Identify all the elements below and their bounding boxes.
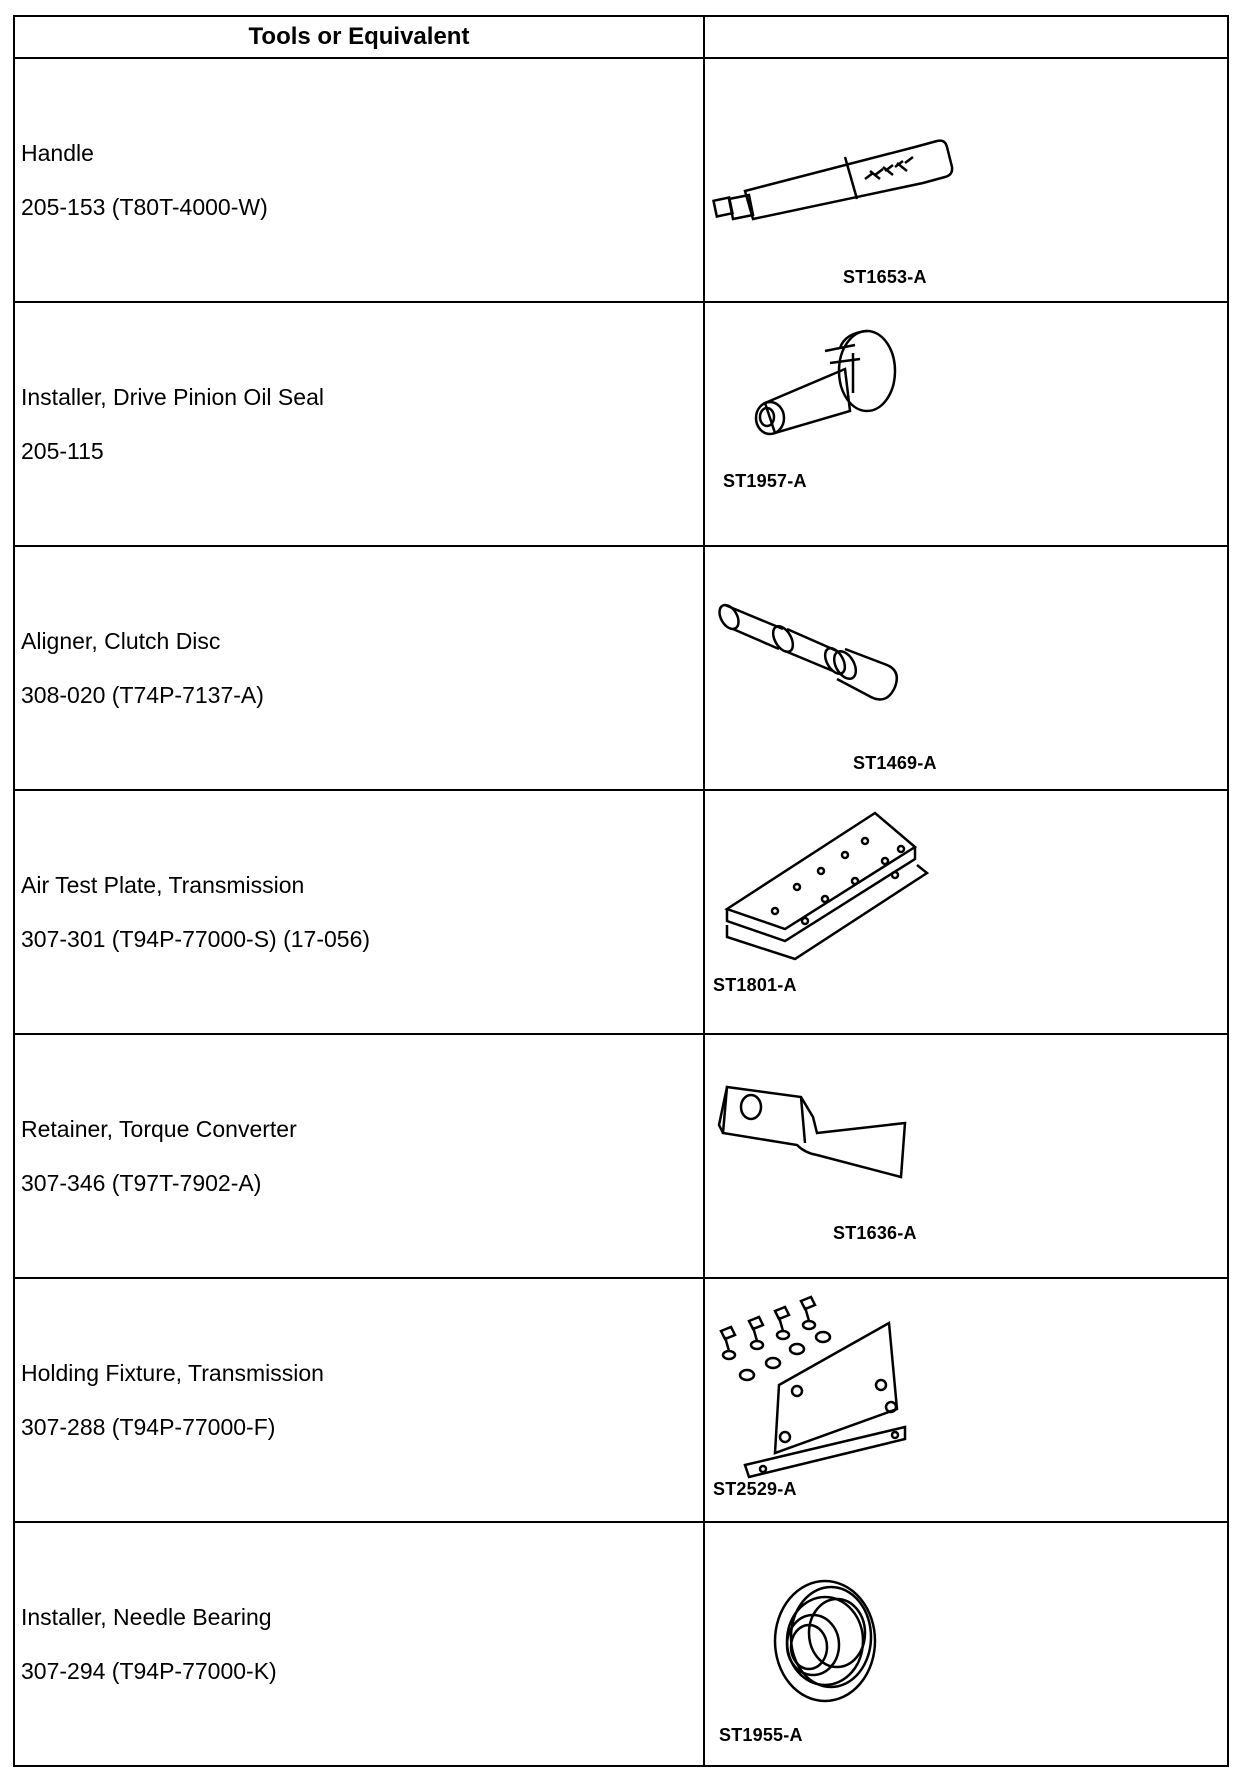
table-row [14,1278,1228,1522]
tool-name: Retainer, Torque Converter [21,1116,297,1142]
tool-illustration-cell [704,790,1228,1034]
tool-description-cell [14,790,704,1034]
tool-number: 205-115 [21,438,104,464]
table-row [14,1522,1228,1766]
table-row [14,790,1228,1034]
table-row [14,546,1228,790]
tool-illustration-cell [704,1034,1228,1278]
table-row [14,302,1228,546]
tool-illustration-cell [704,58,1228,302]
tool-description-cell [14,1278,704,1522]
tool-code: ST1955-A [719,1725,803,1745]
tool-illustration-cell [704,546,1228,790]
header-illustration [704,16,1228,58]
tool-number: 307-288 (T94P-77000-F) [21,1414,276,1440]
tool-description-cell [14,302,704,546]
tool-code: ST1957-A [723,471,807,491]
handle-tool-icon [705,59,1229,301]
tool-number: 307-294 (T94P-77000-K) [21,1658,277,1684]
tool-number: 308-020 (T74P-7137-A) [21,682,264,708]
tool-number: 307-346 (T97T-7902-A) [21,1170,262,1196]
table-row [14,58,1228,302]
tool-description-cell [14,1522,704,1766]
tool-code: ST1653-A [843,267,927,287]
tool-number: 307-301 (T94P-77000-S) (17-056) [21,926,371,952]
tool-illustration-cell [704,1522,1228,1766]
tool-illustration-cell [704,302,1228,546]
tool-code: ST1801-A [713,975,797,995]
tool-description-cell [14,1034,704,1278]
tool-number: 205-153 (T80T-4000-W) [21,194,268,220]
table-row [14,1034,1228,1278]
tool-name: Air Test Plate, Transmission [21,872,305,898]
tool-description-cell [14,546,704,790]
tool-name: Holding Fixture, Transmission [21,1360,324,1386]
tool-code: ST1636-A [833,1223,917,1243]
tool-code: ST2529-A [713,1479,797,1499]
tool-name: Installer, Drive Pinion Oil Seal [21,384,324,410]
converter-retainer-icon [705,1035,1229,1277]
table-header-row [14,16,1228,58]
special-tools-table [13,15,1229,1767]
tool-name: Installer, Needle Bearing [21,1604,272,1630]
air-test-plate-icon [705,791,1229,1033]
tool-illustration-cell [704,1278,1228,1522]
tool-code: ST1469-A [853,753,937,773]
header-tools-or-equivalent: Tools or Equivalent [14,16,704,58]
tool-name: Handle [21,140,94,166]
seal-installer-icon [705,303,1229,545]
clutch-aligner-icon [705,547,1229,789]
tool-name: Aligner, Clutch Disc [21,628,221,654]
tool-description-cell [14,58,704,302]
